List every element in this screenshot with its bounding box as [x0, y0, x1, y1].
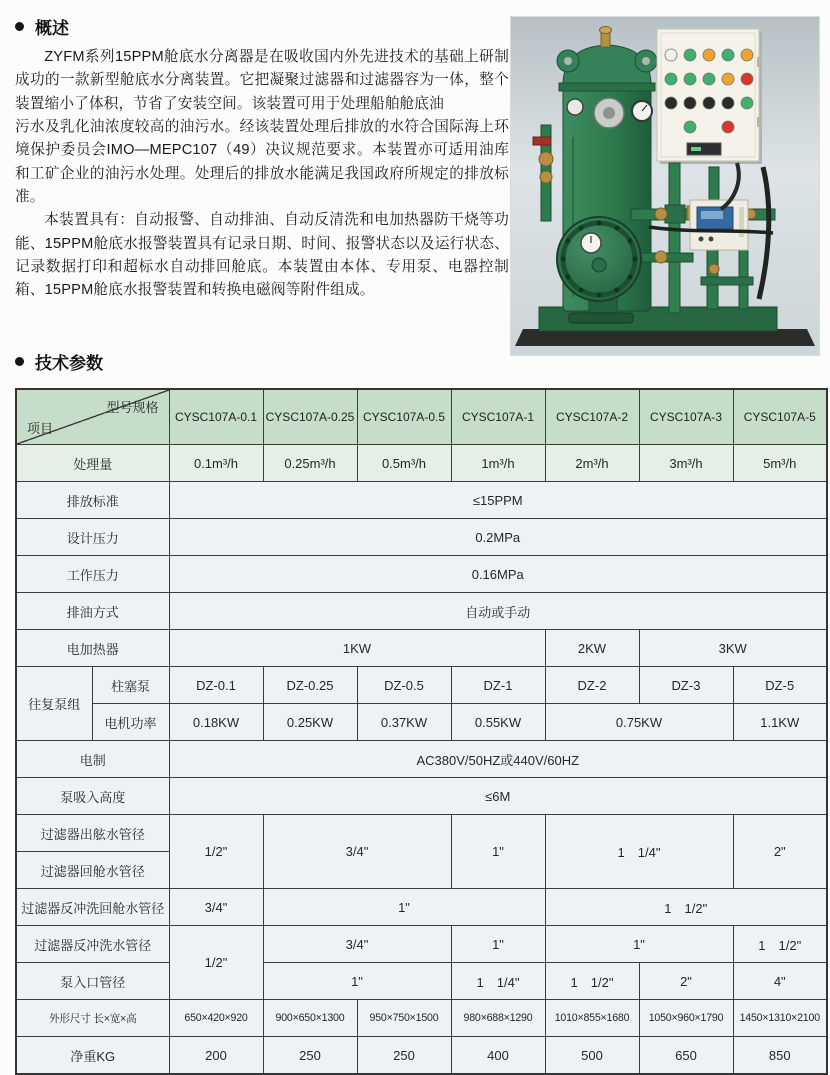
black-indicator-lamp: [703, 97, 715, 109]
spec-value-cell: 1 1/2": [545, 889, 827, 926]
spec-value-cell: 3/4": [169, 889, 263, 926]
spec-row-label: 排放标准: [16, 482, 169, 519]
corner-label-model: 型号规格: [106, 400, 159, 415]
black-indicator-lamp: [665, 97, 677, 109]
spec-row-label: 设计压力: [16, 519, 169, 556]
spec-value-cell: 650×420×920: [169, 1000, 263, 1037]
spec-value-cell: 1/2": [169, 926, 263, 1000]
spec-value-cell: DZ-0.1: [169, 667, 263, 704]
corner-label-item: 项目: [27, 421, 54, 436]
spec-value-cell: 950×750×1500: [357, 1000, 451, 1037]
spec-row-label: 往复泵组: [16, 667, 92, 741]
product-photo: [511, 17, 819, 355]
spec-value-cell: 3/4": [263, 926, 451, 963]
overview-paragraph: ZYFM系列15PPM舱底水分离器是在吸收国内外先进技术的基础上研制成功的一款新型舱底水分离装置。它把凝聚过滤器和过滤器容为一体，整个装置缩小了体积，节省了安装空间。该装置可用于处理船舶舱底油: [15, 49, 509, 112]
spec-value-cell: 1010×855×1680: [545, 1000, 639, 1037]
spec-value-cell: 0.25KW: [263, 704, 357, 741]
spec-value-cell: 1": [263, 963, 451, 1000]
machine-base: [515, 307, 815, 346]
spec-row-label: 过滤器反冲洗回舱水管径: [16, 889, 169, 926]
green-indicator-lamp: [684, 49, 696, 61]
spec-value-cell: 5m³/h: [733, 445, 827, 482]
spec-value-cell: DZ-2: [545, 667, 639, 704]
spec-row-label: 外形尺寸 长×宽×高: [16, 1000, 169, 1037]
separator-photo-illustration: [511, 17, 819, 355]
spec-value-cell: 0.75KW: [545, 704, 733, 741]
green-indicator-lamp: [722, 49, 734, 61]
spec-row-label: 过滤器回舱水管径: [16, 852, 169, 889]
orange-indicator-lamp: [703, 49, 715, 61]
spec-value-cell: DZ-0.25: [263, 667, 357, 704]
spec-value-cell: DZ-1: [451, 667, 545, 704]
spec-value-cell: 2": [639, 963, 733, 1000]
spec-row-label: 柱塞泵: [92, 667, 169, 704]
spec-value-cell: ≤6M: [169, 778, 827, 815]
overview-heading-text: 概述: [35, 19, 69, 38]
spec-value-cell: DZ-0.5: [357, 667, 451, 704]
red-indicator-lamp: [741, 73, 753, 85]
spec-row-label: 工作压力: [16, 556, 169, 593]
spec-row-label: 泵吸入高度: [16, 778, 169, 815]
spec-value-cell: 0.16MPa: [169, 556, 827, 593]
spec-value-cell: 1 1/4": [545, 815, 733, 889]
spec-value-cell: 0.18KW: [169, 704, 263, 741]
overview-paragraph: 本装置具有：自动报警、自动排油、自动反清洗和电加热器防干烧等功能、15PPM舱底水报警装置具有记录日期、时间、报警状态以及运行状态、记录数据打印和超标水自动排回舱底。本装置由本体、专用泵、电器控制箱、15PPM舱底水报警装置和转换电磁阀等附件组成。: [15, 212, 509, 299]
spec-value-cell: 3/4": [263, 815, 451, 889]
spec-value-cell: DZ-5: [733, 667, 827, 704]
spec-value-cell: 900×650×1300: [263, 1000, 357, 1037]
spec-value-cell: 0.55KW: [451, 704, 545, 741]
spec-value-cell: 200: [169, 1037, 263, 1075]
spec-row-label: 排油方式: [16, 593, 169, 630]
spec-value-cell: DZ-3: [639, 667, 733, 704]
control-panel: [657, 29, 762, 164]
green-indicator-lamp: [665, 73, 677, 85]
spec-row-label: 电加热器: [16, 630, 169, 667]
spec-value-cell: 0.1m³/h: [169, 445, 263, 482]
spec-value-cell: 0.5m³/h: [357, 445, 451, 482]
model-header-cell: CYSC107A-0.5: [357, 389, 451, 445]
model-header-cell: CYSC107A-5: [733, 389, 827, 445]
specs-section-heading: [15, 349, 103, 374]
spec-value-cell: 2KW: [545, 630, 639, 667]
spec-value-cell: 1 1/2": [545, 963, 639, 1000]
black-indicator-lamp: [722, 97, 734, 109]
green-indicator-lamp: [684, 73, 696, 85]
spec-value-cell: AC380V/50HZ或440V/60HZ: [169, 741, 827, 778]
spec-value-cell: 400: [451, 1037, 545, 1075]
spec-value-cell: 500: [545, 1037, 639, 1075]
green-indicator-lamp: [703, 73, 715, 85]
spec-value-cell: 0.2MPa: [169, 519, 827, 556]
spec-value-cell: 3m³/h: [639, 445, 733, 482]
spec-value-cell: 1KW: [169, 630, 545, 667]
spec-row-label: 电制: [16, 741, 169, 778]
spec-value-cell: 650: [639, 1037, 733, 1075]
spec-value-cell: 2": [733, 815, 827, 889]
spec-value-cell: 980×688×1290: [451, 1000, 545, 1037]
spec-table: [15, 388, 828, 1075]
red-indicator-lamp: [722, 121, 734, 133]
bilge-alarm-monitor: [690, 200, 748, 250]
spec-row-label: 泵入口管径: [16, 963, 169, 1000]
spec-value-cell: 850: [733, 1037, 827, 1075]
spec-value-cell: 1": [263, 889, 545, 926]
spec-value-cell: 2m³/h: [545, 445, 639, 482]
model-header-cell: CYSC107A-1: [451, 389, 545, 445]
spec-value-cell: 250: [263, 1037, 357, 1075]
spec-row-label: 过滤器反冲洗水管径: [16, 926, 169, 963]
model-header-cell: CYSC107A-2: [545, 389, 639, 445]
spec-value-cell: 1/2": [169, 815, 263, 889]
overview-section-heading: [15, 14, 69, 39]
bullet-icon: [15, 357, 24, 366]
specs-heading-text: 技术参数: [35, 354, 103, 373]
spec-row-label: 电机功率: [92, 704, 169, 741]
spec-table-wrap: [15, 388, 828, 1075]
overview-paragraph: 污水及乳化油浓度较高的油污水。经该装置处理后排放的水符合国际海上环境保护委员会IMO—MEPC107（49）决议规范要求。本装置亦可适用油库和工矿企业的油污水处理。处理后的排放水能满足我国政府所规定的排放标准。: [15, 119, 509, 206]
spec-value-cell: 0.25m³/h: [263, 445, 357, 482]
spec-value-cell: 1 1/4": [451, 963, 545, 1000]
spec-row-label: 处理量: [16, 445, 169, 482]
white-indicator-lamp: [665, 49, 677, 61]
model-header-cell: CYSC107A-3: [639, 389, 733, 445]
spec-value-cell: 3KW: [639, 630, 827, 667]
spec-value-cell: 1450×1310×2100: [733, 1000, 827, 1037]
green-indicator-lamp: [741, 97, 753, 109]
spec-value-cell: 1.1KW: [733, 704, 827, 741]
spec-value-cell: 1050×960×1790: [639, 1000, 733, 1037]
spec-value-cell: 4": [733, 963, 827, 1000]
model-header-cell: CYSC107A-0.25: [263, 389, 357, 445]
spec-value-cell: 1m³/h: [451, 445, 545, 482]
spec-value-cell: 1": [451, 926, 545, 963]
spec-value-cell: 1 1/2": [733, 926, 827, 963]
spec-row-label: 净重KG: [16, 1037, 169, 1075]
bullet-icon: [15, 22, 24, 31]
overview-paragraphs: [15, 46, 509, 303]
black-indicator-lamp: [684, 97, 696, 109]
orange-indicator-lamp: [741, 49, 753, 61]
spec-value-cell: 1": [545, 926, 733, 963]
spec-value-cell: 0.37KW: [357, 704, 451, 741]
spec-row-label: 过滤器出舷水管径: [16, 815, 169, 852]
spec-value-cell: ≤15PPM: [169, 482, 827, 519]
spec-value-cell: 250: [357, 1037, 451, 1075]
orange-indicator-lamp: [722, 73, 734, 85]
model-header-cell: CYSC107A-0.1: [169, 389, 263, 445]
green-indicator-lamp: [684, 121, 696, 133]
corner-header-cell: [16, 389, 169, 445]
spec-value-cell: 1": [451, 815, 545, 889]
spec-value-cell: 自动或手动: [169, 593, 827, 630]
